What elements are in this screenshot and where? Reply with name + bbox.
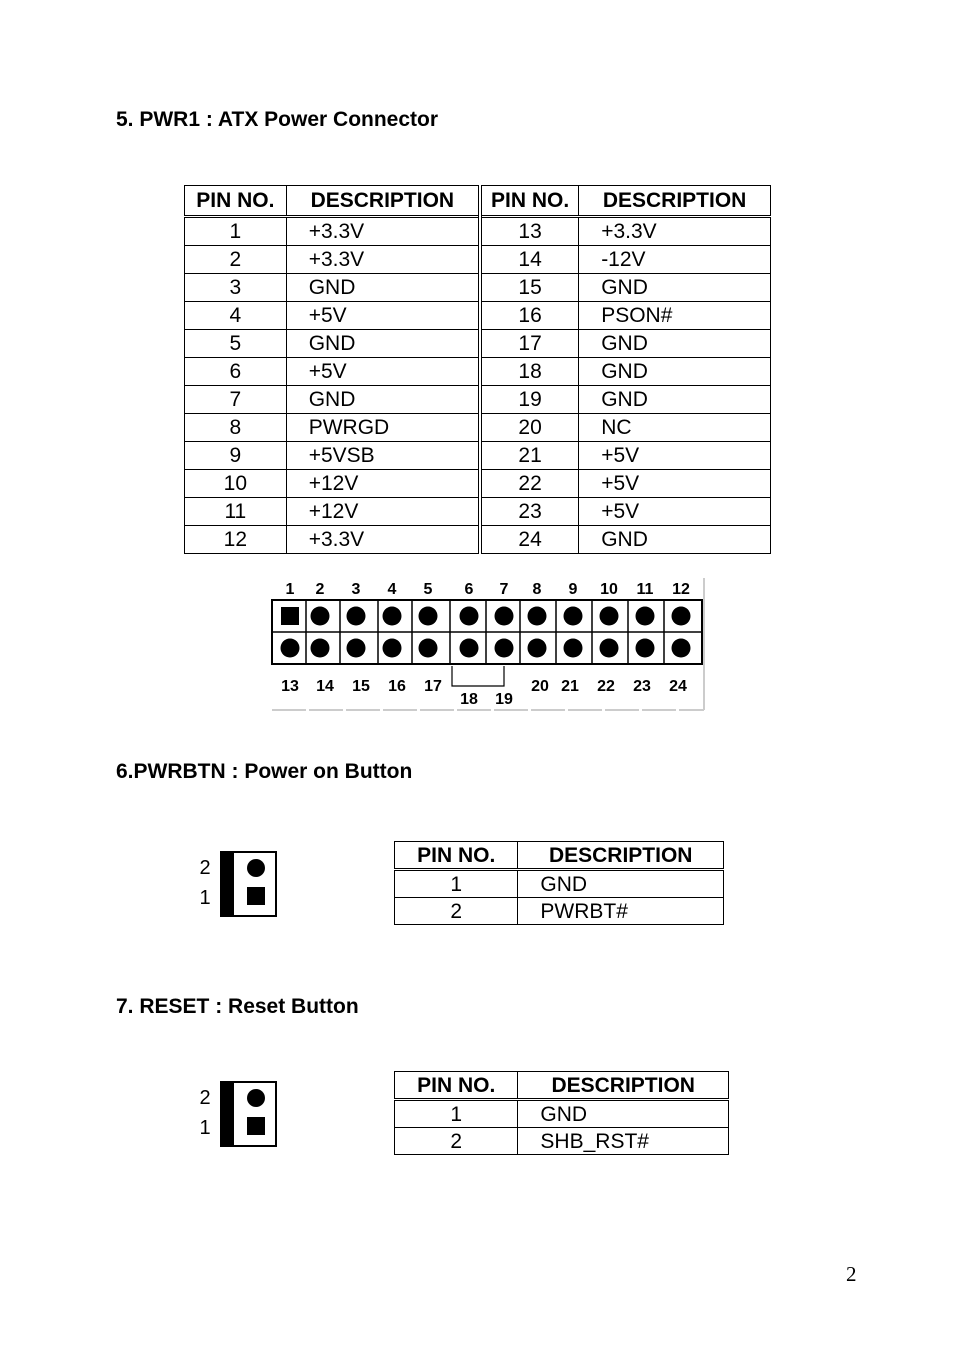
description-cell: PWRBT# — [518, 898, 724, 925]
jumper-header-icon — [220, 850, 280, 920]
header-key-bar — [221, 1082, 234, 1146]
top-pin-label: 3 — [351, 581, 361, 598]
bottom-pin-label: 19 — [495, 691, 513, 708]
pin-18 — [460, 639, 479, 658]
pin-cell: 21 — [480, 442, 579, 470]
description-cell: +3.3V — [579, 217, 771, 246]
pin-5 — [419, 607, 438, 626]
description-cell: GND — [579, 274, 771, 302]
description-cell: GND — [286, 386, 480, 414]
header-pin-no: PIN NO. — [480, 186, 579, 217]
jumper-label-top: 2 — [199, 1087, 211, 1109]
table-row — [185, 274, 771, 302]
pin-cell: 24 — [480, 526, 579, 554]
pwrbtn-pin-table — [394, 841, 724, 925]
table-header-row — [395, 842, 724, 870]
pin-cell: 14 — [480, 246, 579, 274]
pin-cell: 11 — [185, 498, 287, 526]
reset-pin-table — [394, 1071, 729, 1155]
table-row — [185, 498, 771, 526]
table-row — [185, 386, 771, 414]
description-cell: PWRGD — [286, 414, 480, 442]
square-pin-1 — [247, 1117, 265, 1135]
description-cell: +5VSB — [286, 442, 480, 470]
table-row — [395, 870, 724, 898]
top-pin-label: 11 — [636, 581, 654, 598]
top-pin-label: 1 — [285, 581, 295, 598]
top-pin-label: 4 — [387, 581, 397, 598]
description-cell: +3.3V — [286, 246, 480, 274]
pin-cell: 2 — [395, 1128, 518, 1155]
bottom-pin-label: 18 — [460, 691, 478, 708]
atx-connector-diagram — [266, 574, 706, 714]
pin-20 — [528, 639, 547, 658]
pin-22 — [600, 639, 619, 658]
page-number: 2 — [846, 1262, 857, 1286]
description-cell: PSON# — [579, 302, 771, 330]
description-cell: +12V — [286, 470, 480, 498]
bottom-pin-label: 23 — [633, 678, 651, 695]
pin-cell: 9 — [185, 442, 287, 470]
description-cell: +5V — [286, 358, 480, 386]
bottom-pin-label: 20 — [531, 678, 549, 695]
pin-24 — [672, 639, 691, 658]
top-pin-label: 8 — [532, 581, 542, 598]
bottom-pin-label: 22 — [597, 678, 615, 695]
pin-cell: 5 — [185, 330, 287, 358]
pin-12 — [672, 607, 691, 626]
description-cell: GND — [579, 330, 771, 358]
table-header-row — [395, 1072, 729, 1100]
table-row — [185, 330, 771, 358]
pin-cell: 19 — [480, 386, 579, 414]
jumper-label-bottom: 1 — [199, 887, 211, 909]
table-row — [185, 414, 771, 442]
top-pin-label: 6 — [464, 581, 474, 598]
pin-cell: 7 — [185, 386, 287, 414]
pin-cell: 1 — [395, 870, 518, 898]
description-cell: GND — [579, 358, 771, 386]
round-pin-2 — [247, 859, 265, 877]
pin-cell: 16 — [480, 302, 579, 330]
square-pin-1 — [247, 887, 265, 905]
description-cell: +12V — [286, 498, 480, 526]
pin-cell: 2 — [185, 246, 287, 274]
table-row — [185, 470, 771, 498]
pin-cell: 17 — [480, 330, 579, 358]
bottom-pin-label: 16 — [388, 678, 406, 695]
pin-23 — [636, 639, 655, 658]
table-row — [185, 302, 771, 330]
pin-9 — [564, 607, 583, 626]
top-pin-label: 12 — [672, 581, 690, 598]
pin-16 — [383, 639, 402, 658]
top-pin-label: 5 — [423, 581, 433, 598]
description-cell: GND — [518, 870, 724, 898]
pin-cell: 1 — [395, 1100, 518, 1128]
pin-cell: 15 — [480, 274, 579, 302]
description-cell: GND — [518, 1100, 729, 1128]
jumper-label-bottom: 1 — [199, 1117, 211, 1139]
pin-11 — [636, 607, 655, 626]
pin-cell: 6 — [185, 358, 287, 386]
description-cell: +3.3V — [286, 526, 480, 554]
header-description: DESCRIPTION — [518, 842, 724, 870]
table-row — [185, 246, 771, 274]
pin-cell: 13 — [480, 217, 579, 246]
description-cell: GND — [579, 526, 771, 554]
table-row — [395, 1128, 729, 1155]
pin-13 — [281, 639, 300, 658]
pin-cell: 23 — [480, 498, 579, 526]
header-description: DESCRIPTION — [286, 186, 480, 217]
round-pin-2 — [247, 1089, 265, 1107]
section-title-pwrbtn: 6.PWRBTN : Power on Button — [116, 760, 413, 783]
pin-cell: 3 — [185, 274, 287, 302]
pin-6 — [460, 607, 479, 626]
atx-pin-table — [184, 185, 771, 554]
pin-3 — [347, 607, 366, 626]
description-cell: +5V — [579, 442, 771, 470]
table-row — [395, 1100, 729, 1128]
header-pin-no: PIN NO. — [185, 186, 287, 217]
bottom-pin-label: 24 — [669, 678, 687, 695]
table-row — [185, 442, 771, 470]
bottom-pin-label: 15 — [352, 678, 370, 695]
header-description: DESCRIPTION — [518, 1072, 729, 1100]
header-key-bar — [221, 852, 234, 916]
description-cell: +5V — [286, 302, 480, 330]
pin-2 — [311, 607, 330, 626]
jumper-label-top: 2 — [199, 857, 211, 879]
header-pin-no: PIN NO. — [395, 1072, 518, 1100]
table-row — [395, 898, 724, 925]
table-header-row — [185, 186, 771, 217]
description-cell: GND — [286, 330, 480, 358]
top-pin-label: 7 — [499, 581, 509, 598]
pin-1-square — [281, 607, 299, 625]
description-cell: GND — [579, 386, 771, 414]
description-cell: NC — [579, 414, 771, 442]
bottom-pin-label: 14 — [316, 678, 334, 695]
section-title-reset: 7. RESET : Reset Button — [116, 995, 359, 1018]
pin-14 — [311, 639, 330, 658]
pin-17 — [419, 639, 438, 658]
pin-21 — [564, 639, 583, 658]
top-pin-label: 10 — [600, 581, 618, 598]
pin-cell: 12 — [185, 526, 287, 554]
description-cell: -12V — [579, 246, 771, 274]
pin-10 — [600, 607, 619, 626]
pin-8 — [528, 607, 547, 626]
pin-cell: 4 — [185, 302, 287, 330]
bottom-pin-label: 13 — [281, 678, 299, 695]
pin-cell: 18 — [480, 358, 579, 386]
table-row — [185, 526, 771, 554]
pin-cell: 2 — [395, 898, 518, 925]
table-row — [185, 358, 771, 386]
pin-19 — [495, 639, 514, 658]
bottom-pin-label: 21 — [561, 678, 579, 695]
description-cell: +3.3V — [286, 217, 480, 246]
header-description: DESCRIPTION — [579, 186, 771, 217]
bottom-pin-label: 17 — [424, 678, 442, 695]
description-cell: +5V — [579, 470, 771, 498]
top-pin-label: 9 — [568, 581, 578, 598]
pin-7 — [495, 607, 514, 626]
table-row — [185, 217, 771, 246]
header-pin-no: PIN NO. — [395, 842, 518, 870]
section-title-pwr1: 5. PWR1 : ATX Power Connector — [116, 108, 439, 131]
description-cell: +5V — [579, 498, 771, 526]
pin-cell: 8 — [185, 414, 287, 442]
pin-cell: 22 — [480, 470, 579, 498]
description-cell: SHB_RST# — [518, 1128, 729, 1155]
pin-4 — [383, 607, 402, 626]
pin-18-19-bracket — [452, 666, 504, 686]
top-pin-label: 2 — [315, 581, 325, 598]
pin-cell: 20 — [480, 414, 579, 442]
pin-cell: 1 — [185, 217, 287, 246]
pin-cell: 10 — [185, 470, 287, 498]
jumper-header-icon — [220, 1080, 280, 1150]
pin-15 — [347, 639, 366, 658]
description-cell: GND — [286, 274, 480, 302]
